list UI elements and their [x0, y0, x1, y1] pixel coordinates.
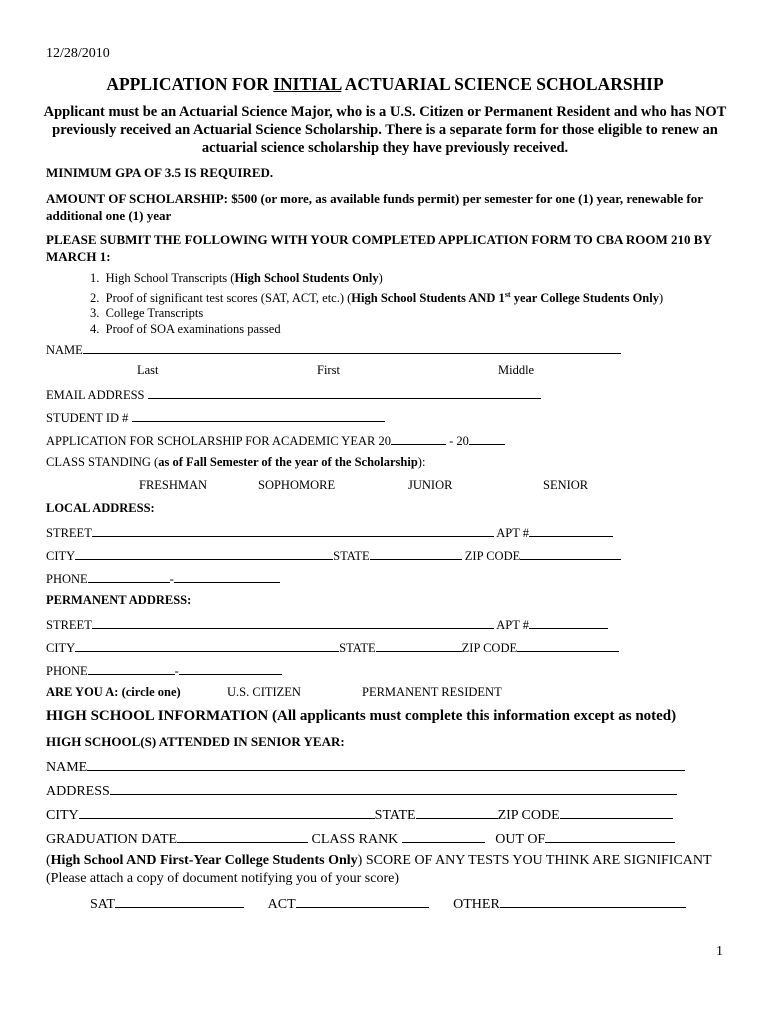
- local-address-heading: LOCAL ADDRESS:: [46, 501, 155, 515]
- citizenship-question: ARE YOU A: (circle one): [46, 685, 181, 699]
- name-first-caption: First: [317, 363, 340, 377]
- option-us-citizen[interactable]: U.S. CITIZEN: [227, 685, 301, 699]
- perm-city-row: CITY STATE ZIP CODE: [46, 639, 619, 656]
- hs-city-field[interactable]: [79, 805, 375, 819]
- name-label: NAME: [46, 343, 83, 357]
- local-state-field[interactable]: [370, 547, 462, 560]
- student-id-field[interactable]: [132, 409, 385, 422]
- option-sophomore[interactable]: SOPHOMORE: [258, 478, 336, 492]
- local-phone-number-field[interactable]: [174, 570, 280, 583]
- perm-city-field[interactable]: [75, 639, 339, 652]
- sat-score-field[interactable]: [115, 894, 244, 908]
- local-zip-field[interactable]: [520, 547, 621, 560]
- page-number: 1: [716, 944, 723, 959]
- name-last-caption: Last: [137, 363, 159, 377]
- list-item: 3. College Transcripts: [90, 306, 204, 321]
- required-documents-list: [90, 271, 663, 337]
- list-item: 4. Proof of SOA examinations passed: [90, 321, 281, 336]
- act-score-field[interactable]: [296, 894, 429, 908]
- academic-year-end-field[interactable]: [469, 432, 505, 445]
- option-freshman[interactable]: FRESHMAN: [139, 478, 208, 492]
- class-rank-field[interactable]: [402, 829, 485, 843]
- hs-graduation-row: GRADUATION DATE CLASS RANK OUT OF: [46, 829, 675, 848]
- test-scores-note: (Please attach a copy of document notifying you of your score): [46, 871, 400, 886]
- local-street-field[interactable]: [92, 524, 494, 537]
- hs-address-row: ADDRESS: [46, 781, 677, 800]
- high-school-info-heading: HIGH SCHOOL INFORMATION (All applicants must complete this information except as noted): [46, 708, 677, 724]
- scholarship-amount: AMOUNT OF SCHOLARSHIP: $500 (or more, as available funds permit) per semester for one (1) year, renewable for additional one (1) year: [46, 191, 703, 223]
- graduation-date-field[interactable]: [177, 829, 308, 843]
- local-apt-field[interactable]: [529, 524, 613, 537]
- list-item: 2. Proof of significant test scores (SAT, ACT, etc.) (High School Students AND 1st year College Students Only): [90, 289, 664, 305]
- page-title: APPLICATION FOR INITIAL ACTUARIAL SCIENCE SCHOLARSHIP: [106, 74, 664, 94]
- hs-address-field[interactable]: [110, 781, 677, 795]
- student-id-row: STUDENT ID #: [46, 409, 385, 426]
- local-city-row: CITY STATE ZIP CODE: [46, 547, 621, 564]
- perm-state-field[interactable]: [376, 639, 462, 652]
- name-field[interactable]: [83, 341, 621, 354]
- out-of-field[interactable]: [545, 829, 675, 843]
- document-date: 12/28/2010: [46, 46, 110, 61]
- local-city-field[interactable]: [75, 547, 333, 560]
- eligibility-intro: Applicant must be an Actuarial Science Major, who is a U.S. Citizen or Permanent Resident and who has NOT previously received an Actuarial Science Scholarship. There is a separate form for those eligible to renew an actuarial science scholarship they have previously received.: [43, 104, 727, 156]
- test-scores-heading: (High School AND First-Year College Students Only) SCORE OF ANY TESTS YOU THINK ARE SIGNIFICANT: [46, 853, 712, 868]
- perm-phone-number-field[interactable]: [179, 662, 282, 675]
- perm-phone-area-field[interactable]: [88, 662, 175, 675]
- perm-street-row: STREET APT #: [46, 616, 608, 633]
- perm-apt-field[interactable]: [529, 616, 608, 629]
- perm-phone-row: PHONE -: [46, 662, 282, 679]
- name-row: [46, 341, 621, 358]
- class-standing-row: CLASS STANDING (as of Fall Semester of the year of the Scholarship):: [46, 455, 426, 469]
- email-row: EMAIL ADDRESS: [46, 386, 541, 403]
- other-score-field[interactable]: [500, 894, 686, 908]
- local-street-row: STREET APT #: [46, 524, 613, 541]
- test-scores-row: SAT ACT OTHER: [90, 894, 686, 913]
- option-permanent-resident[interactable]: PERMANENT RESIDENT: [362, 685, 502, 699]
- hs-name-field[interactable]: [87, 757, 685, 771]
- academic-year-row: APPLICATION FOR SCHOLARSHIP FOR ACADEMIC YEAR 20 - 20: [46, 432, 505, 449]
- high-school-attended-heading: HIGH SCHOOL(S) ATTENDED IN SENIOR YEAR:: [46, 734, 345, 749]
- email-field[interactable]: [148, 386, 541, 399]
- option-junior[interactable]: JUNIOR: [408, 478, 453, 492]
- perm-street-field[interactable]: [92, 616, 494, 629]
- submission-instructions: PLEASE SUBMIT THE FOLLOWING WITH YOUR COMPLETED APPLICATION FORM TO CBA ROOM 210 BY MARCH 1:: [46, 232, 712, 264]
- list-item: 1. High School Transcripts (High School Students Only): [90, 271, 383, 285]
- local-phone-area-field[interactable]: [88, 570, 170, 583]
- permanent-address-heading: PERMANENT ADDRESS:: [46, 593, 192, 607]
- hs-name-row: NAME: [46, 757, 685, 776]
- option-senior[interactable]: SENIOR: [543, 478, 589, 492]
- perm-zip-field[interactable]: [517, 639, 619, 652]
- hs-state-field[interactable]: [416, 805, 498, 819]
- local-phone-row: PHONE -: [46, 570, 280, 587]
- hs-zip-field[interactable]: [560, 805, 673, 819]
- name-middle-caption: Middle: [498, 363, 535, 377]
- gpa-requirement: MINIMUM GPA OF 3.5 IS REQUIRED.: [46, 165, 274, 180]
- hs-city-row: CITY STATE ZIP CODE: [46, 805, 673, 824]
- academic-year-start-field[interactable]: [391, 432, 446, 445]
